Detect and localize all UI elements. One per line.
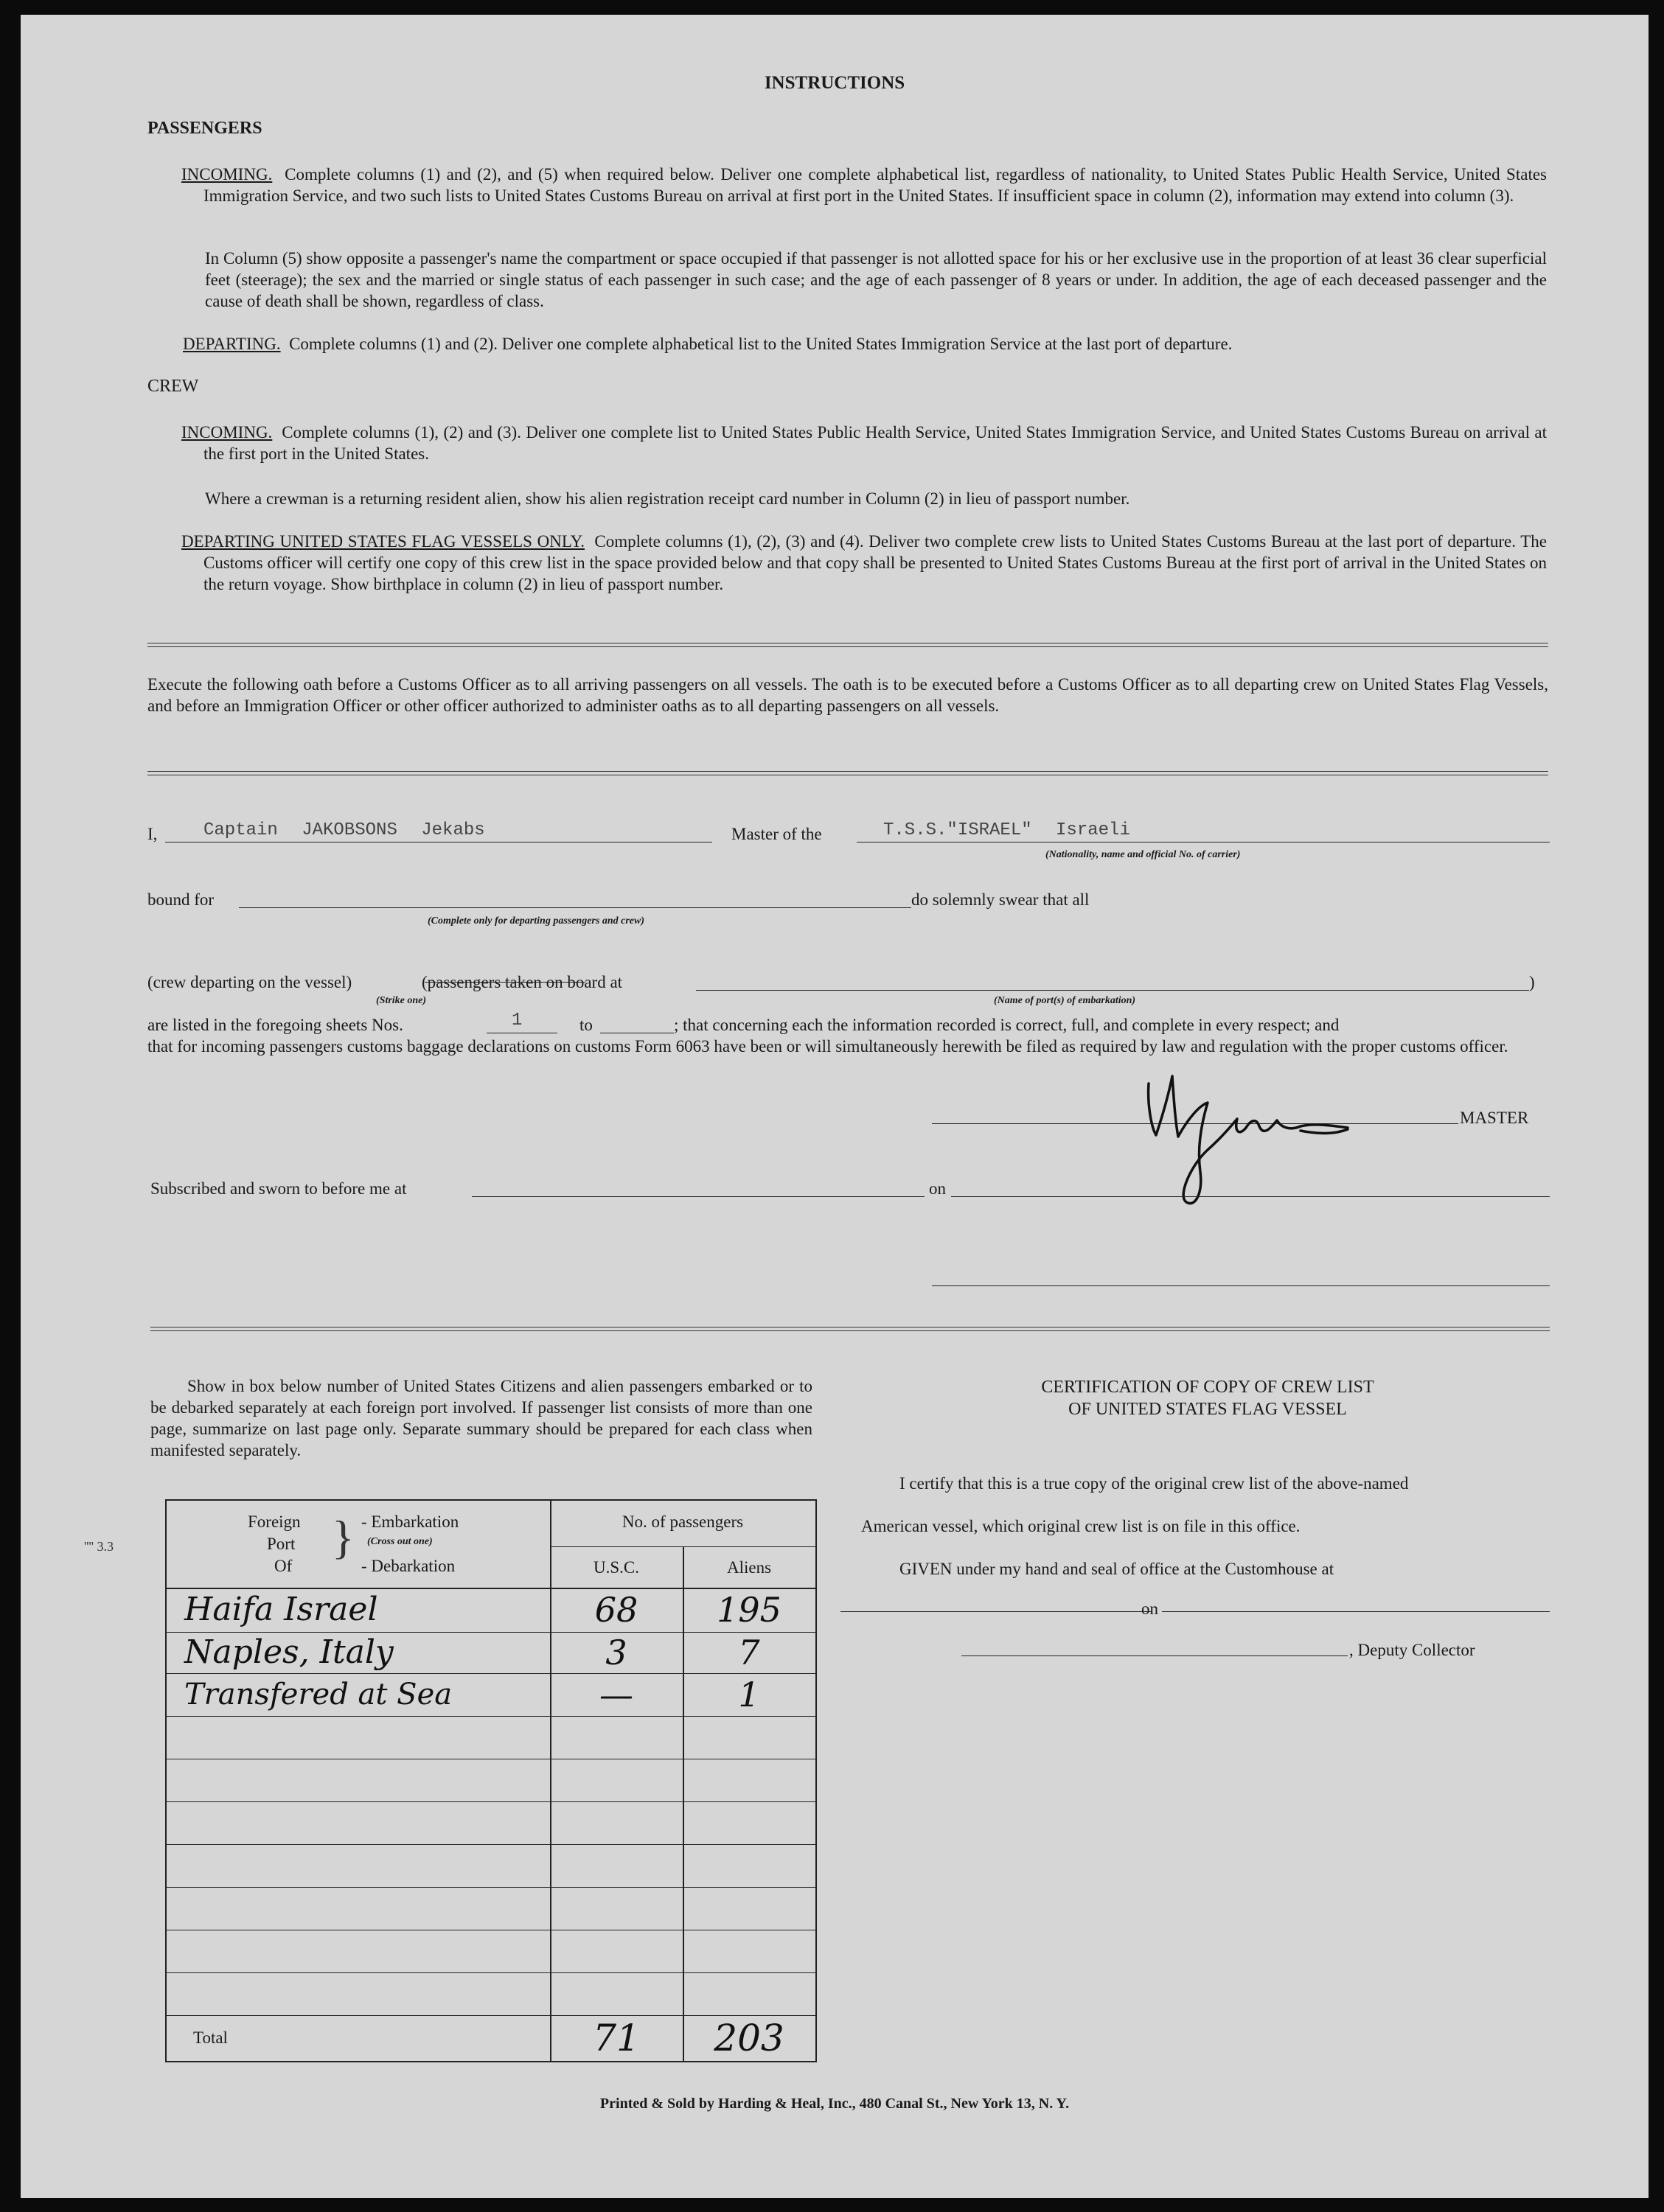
subscribed-place-line bbox=[472, 1196, 925, 1197]
row3-usc: — bbox=[599, 1675, 633, 1714]
cert-text-2: American vessel, which original crew list is on file in this office. bbox=[861, 1517, 1301, 1535]
head-port: Port bbox=[267, 1535, 296, 1553]
passenger-summary-table bbox=[165, 1499, 817, 2062]
vessel-name: T.S.S."ISRAEL" Israeli bbox=[883, 820, 1130, 840]
head-cross: (Cross out one) bbox=[367, 1536, 433, 1547]
passengers-heading: PASSENGERS bbox=[147, 119, 262, 138]
column5-text: In Column (5) show opposite a passenger's name the compartment or space occupied if that passenger is not allotted space for his or her exclusive use in the proportion of at least 36 clear superficial feet (steerage); the sex and the married or single status of each passenger in such case; and the age of each passenger of 8 years or under. In addition, the age of each deceased passenger and the cause of death shall be shown, regardless of class. bbox=[205, 249, 1547, 310]
crewman-text: Where a crewman is a returning resident alien, show his alien registration receipt card number in Column (2) in lieu of passport number. bbox=[205, 489, 1130, 508]
cert-date-line bbox=[1162, 1611, 1550, 1612]
divider bbox=[150, 1327, 1550, 1331]
i-label: I, bbox=[147, 825, 158, 843]
divider bbox=[147, 643, 1548, 647]
row2-usc: 3 bbox=[605, 1633, 627, 1672]
cert-on-label: on bbox=[1141, 1599, 1158, 1618]
departing-flag-text: Complete columns (1), (2), (3) and (4). Deliver two complete crew lists to United States Customs Bureau at the last port of departure. The Customs officer will certify one copy of this crew list in the space provided below and that copy shall be presented to United States Customs Bureau at the first port of arrival in the United States on the return voyage. Show birthplace in column (2) in lieu of passport number. bbox=[203, 532, 1548, 593]
cert-title-1: CERTIFICATION OF COPY OF CREW LIST bbox=[1041, 1378, 1374, 1397]
sheet-from: 1 bbox=[512, 1011, 523, 1030]
deputy-label: , Deputy Collector bbox=[1349, 1641, 1475, 1659]
listed-label: are listed in the foregoing sheets Nos. bbox=[147, 1016, 403, 1034]
vessel-caption: (Nationality, name and official No. of carrier) bbox=[1045, 849, 1241, 860]
incoming-passengers-instruction bbox=[181, 164, 1547, 206]
instructions-title: INSTRUCTIONS bbox=[764, 73, 905, 93]
row3-port: Transfered at Sea bbox=[184, 1678, 453, 1712]
head-debarkation: - Debarkation bbox=[361, 1557, 456, 1575]
crew-departing: (crew departing on the vessel) bbox=[147, 973, 352, 991]
strike-caption: (Strike one) bbox=[376, 995, 427, 1006]
departing-passengers-text: Complete columns (1) and (2). Deliver one complete alphabetical list to the United States Immigration Service at the last port of departure. bbox=[289, 335, 1233, 353]
departing-flag-label: DEPARTING UNITED STATES FLAG VESSELS ONLY. bbox=[181, 532, 585, 551]
printer-footer: Printed & Sold by Harding & Heal, Inc., 480 Canal St., New York 13, N. Y. bbox=[599, 2096, 1070, 2112]
subscribed-date-line bbox=[951, 1196, 1550, 1197]
swear-text: do solemnly swear that all bbox=[911, 890, 1090, 909]
master-name: Captain JAKOBSONS Jekabs bbox=[203, 820, 485, 840]
cert-place-line bbox=[840, 1611, 1152, 1612]
head-of: Of bbox=[274, 1557, 293, 1575]
head-no-passengers: No. of passengers bbox=[622, 1513, 744, 1531]
crew-heading: CREW bbox=[147, 377, 199, 396]
summary-intro: Show in box below number of United States Citizens and alien passengers embarked or to be debarked separately at each foreign port involved. If passenger list consists of more than one page, summarize on last page only. Separate summary should be prepared for each class when manifested separately. bbox=[150, 1377, 812, 1459]
row3-aliens: 1 bbox=[738, 1675, 760, 1714]
head-foreign: Foreign bbox=[248, 1513, 301, 1531]
departing-flag-instruction bbox=[181, 531, 1548, 595]
incoming-crew-instruction bbox=[181, 422, 1548, 464]
departing-label: DEPARTING. bbox=[183, 335, 281, 353]
row2-port: Naples, Italy bbox=[184, 1633, 394, 1671]
ports-line bbox=[696, 990, 1529, 991]
to-label: to bbox=[579, 1016, 593, 1034]
head-aliens: Aliens bbox=[726, 1558, 772, 1577]
incoming-passengers-text: Complete columns (1) and (2), and (5) when required below. Deliver one complete alphabetical list, regardless of nationality, to United States Public Health Service, United States Immigration Service, and two such lists to United States Customs Bureau on arrival at first port in the United States. If insufficient space in column (2), information may extend into column (3). bbox=[203, 165, 1547, 205]
head-usc: U.S.C. bbox=[593, 1558, 639, 1577]
cert-text-1: I certify that this is a true copy of the original crew list of the above-named bbox=[899, 1474, 1409, 1493]
master-of-label: Master of the bbox=[731, 825, 822, 843]
row1-port: Haifa Israel bbox=[184, 1591, 378, 1628]
close-paren: ) bbox=[1529, 973, 1535, 991]
head-embarkation: - Embarkation bbox=[361, 1513, 459, 1531]
bound-for-label: bound for bbox=[147, 890, 215, 909]
passengers-taken: (passengers taken on board at bbox=[422, 973, 623, 991]
officer-signature-line bbox=[932, 1285, 1550, 1286]
incoming-crew-label: INCOMING. bbox=[181, 423, 273, 442]
form-page bbox=[21, 15, 1649, 2198]
deputy-signature-line bbox=[961, 1655, 1348, 1656]
total-usc: 71 bbox=[593, 2017, 640, 2059]
bound-for-line bbox=[239, 907, 911, 908]
incoming-crew-text: Complete columns (1), (2) and (3). Deliver one complete list to United States Public Health Service, United States Immigration Service, and United States Customs Bureau on arrival at the first port in the United States. bbox=[203, 423, 1548, 463]
incoming-label: INCOMING. bbox=[181, 165, 273, 184]
total-label: Total bbox=[193, 2028, 228, 2047]
row1-aliens: 195 bbox=[717, 1590, 781, 1630]
row2-aliens: 7 bbox=[738, 1633, 760, 1672]
margin-note: '''' 3.3 bbox=[84, 1539, 114, 1554]
master-signature bbox=[1127, 1054, 1362, 1224]
departing-passengers-instruction bbox=[183, 333, 1547, 355]
brace: } bbox=[332, 1511, 355, 1563]
master-label: MASTER bbox=[1460, 1109, 1529, 1127]
divider bbox=[147, 771, 1548, 775]
listed-rest: ; that concerning each the information recorded is correct, full, and complete in every respect; and bbox=[674, 1016, 1340, 1034]
given-text: GIVEN under my hand and seal of office at the Customhouse at bbox=[899, 1560, 1334, 1578]
strike-line bbox=[425, 982, 585, 983]
bound-caption: (Complete only for departing passengers and crew) bbox=[428, 915, 644, 927]
oath-intro: Execute the following oath before a Customs Officer as to all arriving passengers on all vessels. The oath is to be executed before a Customs Officer as to all departing crew on United States Flag Vessels, and before an Immigration Officer or other officer authorized to administer oaths as to all departing passengers on all vessels. bbox=[147, 675, 1548, 715]
row1-usc: 68 bbox=[594, 1590, 638, 1630]
ports-caption: (Name of port(s) of embarkation) bbox=[994, 995, 1136, 1006]
cert-title-2: OF UNITED STATES FLAG VESSEL bbox=[1068, 1400, 1347, 1419]
subscribed-on-label: on bbox=[929, 1179, 946, 1198]
listed-cont: that for incoming passengers customs baggage declarations on customs Form 6063 have been or will simultaneously herewith be filed as required by law and regulation with the proper customs officer. bbox=[147, 1037, 1508, 1056]
subscribed-label: Subscribed and sworn to before me at bbox=[150, 1179, 407, 1198]
total-aliens: 203 bbox=[714, 2017, 784, 2059]
